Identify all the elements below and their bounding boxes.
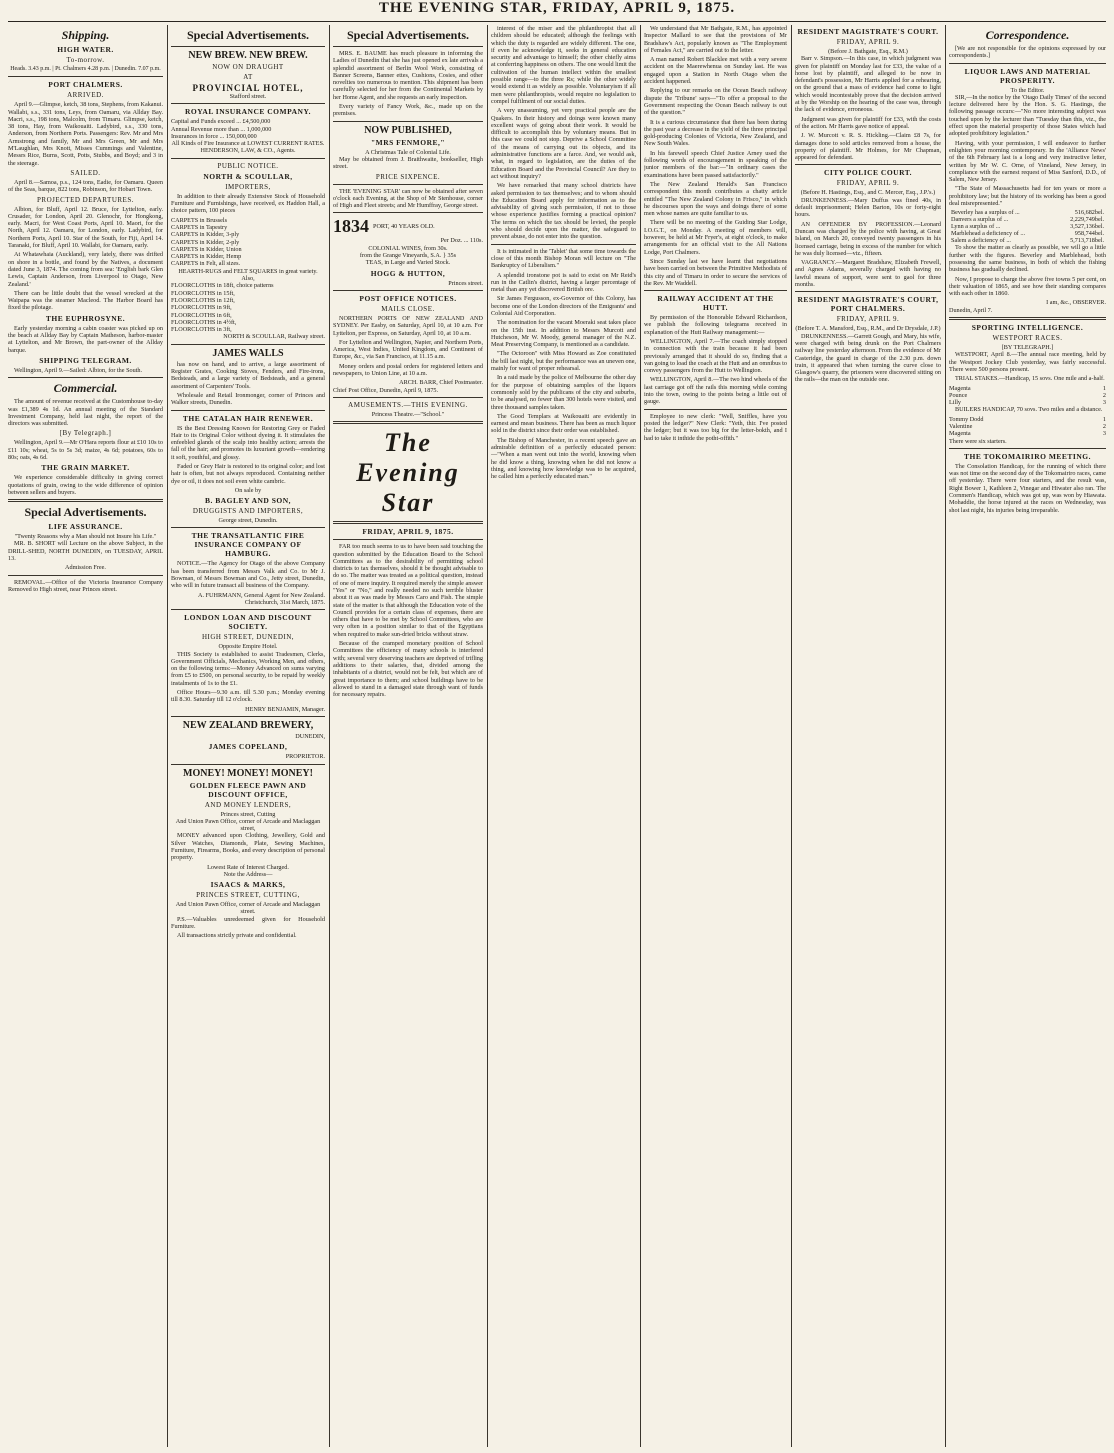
builers-handicap: BUILERS HANDICAP, 70 sovs. Two miles and a distance. — [955, 406, 1103, 414]
postmaster-signature: ARCH. BARR, Chief Postmaster. — [399, 379, 483, 387]
agents-line: HENDERSON, LAW, & CO., Agents. — [200, 147, 296, 155]
horse-name: Magenta — [949, 384, 971, 392]
removal-notice: REMOVAL.—Office of the Victoria Insurance Company Removed to High street, near Princes street. — [8, 578, 163, 593]
letter-signature: I am, &c., OBSERVER. — [1046, 299, 1106, 307]
surplus-table — [949, 209, 1106, 244]
list-item: FLOORCLOTHS in 4½ft, — [171, 318, 237, 326]
dateline: FRIDAY, APRIL 9, 1875. — [362, 527, 454, 537]
horse-name: Valentine — [949, 422, 973, 430]
horse-name: Lilly — [949, 399, 962, 407]
news-item: In his farewell speech Chief Justice Arney used the following words of encouragement in speaking of the junior members of the bar:—"In ordinary cases the examinations have been passed satisfactorily." — [644, 149, 787, 179]
table-cell: Marblehead a deficiency of ... — [951, 230, 1026, 238]
fenmore-title: "MRS FENMORE," — [370, 137, 446, 147]
mails-text-3: Money orders and postal orders for registered letters and newspapers, to Union Line, at 10 a.m. — [333, 362, 483, 378]
editorial-continued-3: We have remarked that many school districts have asked permission to tax themselves; and to whom should the Education Board apply for information as to the advisability of giving such permission, if not to those whose experience justifies forming a practical opinion? The terms on which the tax should be levied, the people who should decide upon the matter, the safeguard to prevent abuse, do not enter into the question. — [491, 182, 636, 241]
divider — [644, 290, 787, 291]
cp-text-3: VAGRANCY.—Margaret Bradshaw, Elizabeth Frewell, and Agnes Adams, severally charged with having no lawful means of support, were sent to gaol for three months. — [795, 259, 941, 289]
dunedin-label: DUNEDIN, — [295, 732, 325, 740]
city-police-heading: CITY POLICE COURT. — [823, 168, 913, 178]
shipping-heading: Shipping. — [61, 28, 110, 42]
on-draught-label: NOW ON DRAUGHT — [212, 63, 284, 71]
union-corner: And Union Pawn Office, corner of Arcade and Maclaggan street. — [175, 901, 321, 916]
news-item: Sir James Fergusson, ex-Governor of this Colony, has become one of the London directors of the Emigrants' and Colonial Aid Corporation. — [491, 295, 636, 317]
port-chalmers-heading: PORT CHALMERS. — [48, 80, 123, 90]
table-cell: Danvers a surplus of ... — [951, 216, 1009, 224]
divider — [8, 499, 163, 502]
news-item: Replying to our remarks on the Ocean Beach railway dispute the 'Tribune' says—"To offer a proposal to the Government respecting the Ocean Beach railway is out of the question." — [644, 87, 787, 117]
bagley-title: B. BAGLEY AND SON, — [204, 496, 292, 506]
news-item: There will be no meeting of the Guiding Star Lodge, I.O.G.T., on Monday. A meeting of members will, however, be held at Mr Fryer's, at eight o'clock, to make arrangements for an official visit to the All Nations Lodge, Port Chalmers. — [644, 219, 787, 256]
rmc2-before: (Before T. A. Mansford, Esq., R.M., and Dr Drysdale, J.P.) — [795, 325, 941, 333]
telegram-text: Wellington, April 9.—Sailed: Albion, for the South. — [14, 366, 143, 374]
list-item: CARPETS in Kidder, Union — [171, 245, 242, 253]
letter-text: SIR,—In the notice by the 'Otago Daily Times' of the second lecture delivered here by the Hon. S. G. Hastings, the following passage occurs:—"No more interesting subject was touched upon by the lecturer than "Tuesday than this, viz., the effect upon the material prosperity of those States which had adopted prohibitory legislation." — [949, 93, 1106, 138]
baume-ad-2: Every variety of Fancy Work, &c., made up on the premises. — [333, 103, 483, 118]
euphrosyne-heading: THE EUPHROSYNE. — [45, 313, 126, 323]
table-cell: 2,229,749bel. — [1070, 216, 1104, 224]
grain-market-heading: THE GRAIN MARKET. — [41, 463, 130, 473]
admission-text: Admission Free. — [65, 564, 106, 572]
news-item: The Good Templars at Waikouaiti are evidently in earnest and mean business. There has been as much liquor sold in the district since their order was established. — [491, 412, 636, 435]
westport-text: WESTPORT, April 8.—The annual race meeting, held by the Westport Jockey Club yesterday, was fairly successful. There were 500 persons present. — [949, 351, 1106, 373]
table-row — [949, 223, 1106, 230]
divider — [171, 410, 325, 411]
masthead: THE EVENING STAR, FRIDAY, APRIL 9, 1875. — [378, 0, 736, 16]
tokomairiro-heading: THE TOKOMAIRIRO MEETING. — [964, 451, 1091, 461]
lowest-rate: Lowest Rate of Interest Charged. — [207, 863, 289, 871]
princes-cutting: Princes street, Cutting — [220, 810, 276, 818]
new-brew-title: NEW BREW. NEW BREW. — [188, 50, 308, 61]
table-cell: Salem a deficiency of ... — [951, 237, 1011, 245]
race-results — [949, 416, 1106, 438]
divider — [171, 158, 325, 159]
column-4 — [491, 25, 636, 1447]
divider — [333, 184, 483, 185]
loan-hours: Office Hours—9.30 a.m. till 5.30 p.m.; Monday evening till 8.30. Saturday till 12 o'clock. — [171, 689, 325, 704]
royal-insurance-title: ROYAL INSURANCE COMPANY. — [184, 107, 312, 117]
trial-stakes: TRIAL STAKES.—Handicap, 15 sovs. One mile and a-half. — [955, 375, 1105, 383]
shipping-paragraph: At Whatawhaia (Auckland), very lately, there was drifted on shore in a bottle, and found by the Natives, a document dated June 3, 1874. The coming from sea: 'English bark Glen Lewis, Captain Anderson, from Liverpool to Otago, New Zealand.' — [8, 251, 163, 288]
public-notice-heading: PUBLIC NOTICE. — [217, 161, 279, 170]
high-water-heading: HIGH WATER. — [57, 45, 114, 54]
fire-insurance-line: All Kinds of Fire Insurance at LOWEST CURRENT RATES. — [171, 140, 325, 148]
mails-text: NORTHERN PORTS OF NEW ZEALAND AND SYDNEY. Per Easby, on Saturday, April 10, at 10 a.m. For Lyttelton, per Express, on Saturday, April 10, at 10 a.m. — [333, 314, 483, 337]
list-item: FLOORCLOTHS in 15ft, — [171, 289, 235, 297]
money-lenders-label: AND MONEY LENDERS, — [204, 800, 292, 809]
year-1834: 1834 — [333, 216, 369, 237]
list-item: FLOORCLOTHS in 9ft, — [171, 304, 232, 312]
column-rule — [167, 25, 168, 1447]
confidential-text: All transactions strictly private and confidential. — [177, 932, 297, 940]
post-office-heading: POST OFFICE NOTICES. — [359, 293, 457, 303]
high-street-label: HIGH STREET, DUNEDIN, — [201, 633, 295, 642]
tide-times: Heads. 3.43 p.m. | Pt. Chalmers 4.28 p.m. | Dunedin. 7.07 p.m. — [10, 66, 161, 72]
horse-place: 1 — [1102, 415, 1106, 423]
shipping-paragraph: There can be little doubt that the vessel wrecked at the Waipapa was the steamer Macleod. The Harbor Board has fixed the pilotage. — [8, 289, 163, 312]
correspondence-heading: Correspondence. — [985, 28, 1070, 42]
sailings-text: April 8.—Samoa, p.s., 124 tons, Eadie, for Oamaru. Queen of the Seas, barque, 822 tons, Robinson, for Hobart Town. — [8, 178, 163, 194]
liquor-laws-heading: LIQUOR LAWS AND MATERIAL PROSPERITY. — [964, 66, 1091, 85]
departures-text: Albion, for Bluff, April 12. Bruce, for Lyttelton, early. Crusader, for London, April 20. Glenochr, for Hongkong, early. Macri, for West Coast Ports, April 10. Maori, for the North, April 12. Oamaru, for London, early. Ladybird, for Northern Ports, April 10. Star of the South, for Fiji, April 14. Taranaki, for Bluff, April 10. Wallabi, for Oamaru, early. — [8, 205, 163, 250]
divider — [171, 344, 325, 345]
price-label: PRICE SIXPENCE. — [375, 172, 441, 181]
table-cell: 958,744bel. — [1074, 230, 1104, 238]
list-item — [949, 392, 1106, 399]
james-walls-text: has now on hand, and to arrive, a large assortment of Register Grates, Cooking Stoves, Fenders, and Fire-irons, Bedsteads, and a large variety of Bedsteads, and a general assortment of Carpenters' Tools. — [171, 360, 325, 390]
horse-place: 3 — [1102, 430, 1106, 438]
rmc2-date: FRIDAY, APRIL 9. — [836, 315, 900, 324]
revenue-line: Annual Revenue more than ... 1,000,000 — [171, 125, 272, 133]
importers-label: IMPORTERS, — [225, 182, 271, 191]
horse-place: 3 — [1102, 399, 1106, 407]
hotel-name: PROVINCIAL HOTEL, — [192, 83, 304, 93]
nz-brewery-title: NEW ZEALAND BREWERY, — [182, 719, 314, 731]
divider — [333, 46, 483, 47]
news-item: Since Sunday last we have learnt that negotiations have been carried on between the Primitive Methodists of this city and of Timaru in order to secure the services of the Rev. Mr Waddell. — [644, 257, 787, 287]
divider — [795, 164, 941, 165]
grain-market-text: We experience considerable difficulty in giving correct quotations of grain, owing to the wide difference of opinion between sellers and buyers. — [8, 474, 163, 496]
evening-star-ad: THE 'EVENING STAR' can now be obtained after seven o'clock each Evening, at the Shop of Mr Stenhouse, corner of High and Fleet streets; and Mr Humffray, George street. — [333, 187, 483, 210]
cp-date: FRIDAY, APRIL 9. — [836, 179, 900, 188]
news-item: The Bishop of Manchester, in a recent speech gave an admirable definition of a perfectly educated person:—"When a man went out into the world, knowing when he did know a thing, knowing when he did not know a thing, and knowing how knowledge was to be acquired, he called him a perfectly educated man." — [491, 436, 636, 481]
divider — [491, 244, 636, 245]
proprietor-label: PROPRIETOR. — [285, 753, 325, 761]
also-label: Also, — [241, 275, 255, 283]
divider — [949, 63, 1106, 64]
table-row — [949, 216, 1106, 223]
address-label: Note the Address— — [223, 870, 273, 878]
news-item: It is a curious circumstance that there has been during the past year a decrease in the yield of the three principal gold-producing Colonies of Victoria, New Zealand, and New South Wales. — [644, 118, 787, 148]
news-item: A man named Robert Blacklee met with a very severe accident on the Maerewhenua on Sunday last. He was engaged upon a Station in North Otago when the accident happened. — [644, 56, 787, 86]
list-item: FLOORCLOTHS in 6ft, — [171, 311, 232, 319]
column-3 — [333, 25, 483, 1447]
north-scoullar-address: NORTH & SCOULLAR, Railway street. — [223, 333, 325, 341]
race-results — [949, 385, 1106, 407]
tomorrow-label: To-morrow. — [66, 56, 105, 64]
starters-note: There were six starters. — [949, 437, 1007, 445]
news-item: We understand that Mr Bathgate, R.M., has appointed Inspector Mallard to see that the provisions of Mr Bradshaw's Act, popularly known as "The Employment of Females Act," are carried out to the letter. — [644, 25, 787, 54]
editorial-text-2: Because of the cramped monetary position of School Committees the efficiency of many schools is interfered with; several very deserving teachers are deprived of trifling additions to their salaries, that, divided among the inhabitants of a district, would not be felt, but which are of great importance to them; and school buildings have to be allowed to stand in a damaged state through want of funds for necessary repairs. — [333, 640, 483, 699]
obtain-text: May be obtained from J. Braithwaite, bookseller, High street. — [333, 155, 483, 171]
bagley-address: George street, Dunedin. — [218, 517, 278, 525]
horse-place: 2 — [1102, 391, 1106, 399]
list-item: FLOORCLOTHS in 18ft, choice patterns — [171, 282, 274, 290]
cp-before: (Before H. Hastings, Esq., and C. Mercer, Esq., J.P.'s.) — [800, 189, 936, 197]
column-1 — [8, 25, 163, 1447]
westport-heading: WESTPORT RACES. — [992, 334, 1063, 343]
railway-intro: By permission of the Honorable Edward Richardson, we publish the following telegrams received in explanation of the Hutt Railway management:— — [644, 314, 787, 336]
list-item — [949, 399, 1106, 406]
not-responsible-note: [We are not responsible for the opinions expressed by our correspondents.] — [949, 45, 1106, 60]
arrived-heading: ARRIVED. — [67, 91, 104, 100]
letter-text-3: "The State of Massachusetts had for ten years or more a prohibitory law; but the history of its working has been a good deal misrepresented." — [949, 185, 1106, 208]
list-item: CARPETS in Kidder, 3-ply — [171, 231, 240, 239]
lecture-text: MR. B. SHORT will Lecture on the above Subject, in the DRILL-SHED, NORTH DUNEDIN, on TUESDAY, APRIL 13. — [8, 540, 163, 563]
divider — [8, 575, 163, 576]
rmc2-text: DRUNKENNESS.—Garrett Gough, and Mary, his wife, were charged with being drunk on the Port Chalmers railway line yesterday afternoon. From the evidence of Mr Casteridge, the guard in charge of the 2.30 p.m. down train, it appeared that when turning the curve close to Glasgow's quarry, the prisoners were discovered sitting on the rails—the man on the outside one. — [795, 332, 941, 384]
list-item: FLOORCLOTHS in 3ft, — [171, 326, 232, 334]
port-label: PORT, 40 YEARS OLD. — [373, 223, 435, 231]
news-item: Employee to new clerk: "Well, Sniffles, have you posted the ledger?" New Clerk: "Yeth, thir. I've posted the ledger; but it was too big for the letter-bokth, and I had to take it inthide the potht-offith." — [644, 412, 787, 442]
james-walls-title: JAMES WALLS — [212, 347, 284, 359]
sailed-heading: SAILED. — [70, 168, 101, 177]
column-rule — [945, 25, 946, 1447]
loan-signature: HENRY BENJAMIN, Manager. — [245, 705, 325, 713]
druggists-label: DRUGGISTS AND IMPORTERS, — [192, 507, 304, 516]
rmc-text: Barr v. Simpson.—In this case, in which judgment was given for plaintiff on Monday last for £33, the value of a horse lost by plaintiff, and alleged to be now in defendant's possession, Mr Harris applied for a rehearing, on the ground that a mass of evidence had come to light which would incontestably prove that the decision arrived at by the Worship on the hearing of the case was, through the lack of evidence, erroneous. — [795, 55, 941, 114]
list-item: CARPETS in Kidder, Hemp — [171, 253, 242, 261]
james-walls-address: Wholesale and Retail Ironmonger, corner of Princes and Walker streets, Dunedin. — [171, 391, 325, 407]
table-row — [949, 230, 1106, 237]
column-rule — [640, 25, 641, 1447]
divider — [171, 716, 325, 717]
rmc2-heading: RESIDENT MAGISTRATE'S COURT, PORT CHALMERS. — [797, 295, 939, 314]
now-published-title: NOW PUBLISHED, — [364, 124, 452, 136]
list-item: CARPETS in Tapestry — [171, 223, 228, 231]
evening-star-banner: The Evening Star — [356, 428, 460, 518]
divider — [171, 46, 325, 47]
column-rule — [329, 25, 330, 1447]
column-rule — [487, 25, 488, 1447]
letter-text-5: Now, I propose to charge the above five towns 5 per cent, on their valuation of 1865, and see how their standing compares with each other in 1860. — [949, 275, 1106, 298]
rmc-before: (Before J. Bathgate, Esq., R.M.) — [828, 48, 908, 55]
news-item: It is intimated in the 'Tablet' that some time towards the close of this month Bishop Moran will lecture on "The Bankruptcy of Liberalism." — [491, 247, 636, 270]
table-cell: 3,527,136bel. — [1070, 223, 1104, 231]
telegraph-text: Wellington, April 9.—Mr O'Hara reports flour at £10 10s to £11 10s; wheat, 5s to 5s 3d; maize, 4s 6d; potatoes, 60s to 80s; oats, 4s 6d. — [8, 439, 163, 461]
princes-street: Princes street. — [448, 279, 483, 287]
divider — [8, 76, 163, 77]
hogg-hutton: HOGG & HUTTON, — [370, 268, 446, 278]
grange-line: from the Grange Vineyards, S.A. } 35s — [359, 252, 457, 260]
column-6 — [795, 25, 941, 1447]
furnish-text: In addition to their already Extensive Stock of Household Furniture and Furnishings, have received, ex Haddon Hall, a choice pattern, 100 pieces — [171, 192, 325, 215]
catalan-text-2: Faded or Grey Hair is restored to its original color; and lost hair is often, but not always reproduced. Containing neither dye or oil, it does not soil even white cambric. — [171, 462, 325, 485]
rmc-date: FRIDAY, APRIL 9. — [836, 38, 900, 46]
carpet-list — [171, 217, 325, 268]
hotel-address: Stafford street. — [229, 93, 267, 100]
special-ads-heading: Special Advertisements. — [24, 505, 147, 520]
column-7 — [949, 25, 1106, 1447]
column-5 — [644, 25, 787, 1447]
list-item: FLOORCLOTHS in 12ft, — [171, 296, 235, 304]
cp-text-2: AN OFFENDER BY PROFESSION.—Leonard Duncan was charged by the police with having, at Great Island, on March 20, conveyed twenty passengers in his licensed carriage, being in excess of the number for which he was duly licensed—viz., fifteen. — [795, 220, 941, 257]
list-item: CARPETS in Kidder, 2-ply — [171, 238, 240, 246]
london-loan-title: LONDON LOAN AND DISCOUNT SOCIETY. — [184, 613, 312, 632]
mails-text-2: For Lyttelton and Wellington, Napier, and Northern Ports, America, West Indies, United Kingdom, and Continent of Europe, &c., via San Francisco, at 11.15 a.m. — [333, 338, 483, 361]
divider — [949, 448, 1106, 449]
table-cell: 516,682bel. — [1074, 209, 1104, 217]
copeland-name: JAMES COPELAND, — [208, 742, 288, 752]
at-label: AT — [243, 73, 253, 81]
lecture-title: "Twenty Reasons why a Man should not Insure his Life." — [14, 533, 157, 541]
list-item: CARPETS in Felt, all sizes. — [171, 260, 241, 268]
horse-name: Tommy Dodd — [949, 415, 984, 423]
horse-place: 2 — [1102, 422, 1106, 430]
table-row — [949, 237, 1106, 244]
opposite-label: Opposite Empire Hotel. — [218, 643, 278, 651]
divider — [949, 317, 1106, 320]
divider — [644, 409, 787, 410]
golden-fleece-title: GOLDEN FLEECE PAWN AND DISCOUNT OFFICE, — [189, 780, 307, 799]
horse-place: 1 — [1102, 384, 1106, 392]
arrivals-text: April 9.—Glimpse, ketch, 38 tons, Stephens, from Kakanui. Wallabi, s.s., 331 tons, Leys, from Oamaru, via Allday Bay. Macri, s.s., 198 tons, Malcolm, from Timaru. Glimpse, ketch, 38 tons, Hay, from Waikouaiti. Ladybird, s.s., 330 tons, Anderson, from Northern Ports. Passengers: Rev. Mr and Mrs Armstrong and family, Mr and Mrs Green, Mr and Mrs M'Laughlan, Mrs Knott, Misses Cummings and Valentine, Messrs Rice, Burns, Scott, Potts, Stubbs, and Boyd; and 3 in the steerage. — [8, 101, 163, 167]
railway-text-2: WELLINGTON, April 8.—The two hind wheels of the last carriage got off the rails this morning while coming into the town, owing to the points being a little out of gauge. — [644, 376, 787, 406]
on-sale-label: On sale by — [234, 486, 262, 494]
rmc-text-3: J. W. Murcott v. R. S. Hickling.—Claim £8 7s, for damages done to sold articles removed from a house, the property of plaintiff. Mr Holmes, for Mr Chapman, appeared for defendant. — [795, 132, 941, 162]
rmc-text-2: Judgment was given for plaintiff for £33, with the costs of the action. Mr Harris gave notice of appeal. — [795, 115, 941, 130]
letter-text-2: Having, with your permission, I will endeavor to further enlighten your morning contemporary. In the 'Alliance News' of the 6th February last is a long and very instructive letter, written by Mr W. C. Orne, of Vineland, New Jersey, in compliance with the earnest request of Miss Sanford, D.D., of Salem, New Jersey. — [949, 139, 1106, 184]
table-cell: Beverley has a surplus of ... — [951, 209, 1020, 217]
divider — [333, 421, 483, 424]
hamburg-title: THE TRANSATLANTIC FIRE INSURANCE COMPANY OF HAMBURG. — [191, 531, 305, 559]
masthead-rule — [8, 21, 1106, 22]
commercial-text: The amount of revenue received at the Customhouse to-day was £1,389 4s 1d. An annual meeting of the Standard Investment Company, held last night, the report of the directors was submitted. — [8, 398, 163, 428]
princess-theatre: Princess Theatre.—"School." — [371, 410, 445, 418]
floorcloth-list — [171, 282, 325, 333]
loan-text: THIS Society is established to assist Tradesmen, Clerks, Government Officials, Mechanics, Working Men, and others, on the following terms:—Money Advanced on sums varying from £5 to £500, on personal security, to be repaid by weekly instalments of 1s to the £1. — [171, 650, 325, 687]
catalan-text: IS the Best Dressing Known for Restoring Grey or Faded Hair to its Original Color without dyeing it. It stimulates the enfeebled glands of the scalp into healthy action; arrests the fall of the hair; and promotes its luxuriant growth—rendering it soft, youthful, and glossy. — [171, 424, 325, 461]
isaacs-marks: ISAACS & MARKS, — [210, 880, 286, 890]
baume-ad: MRS. E. BAUME has much pleasure in informing the Ladies of Dunedin that she has just opened ex late arrivals a splendid assortment of Berlin Wool Work, consisting of Banner Screens, Banner ettes, Cushions, Cosies, and other novelties too numerous to mention. This shipment has been carefully selected for her from the Continental Markets by her Home Agent, and she requests an early inspection. — [333, 50, 483, 101]
ps-text: P.S.—Valuables unredeemed given for Household Furniture. — [171, 915, 325, 931]
list-item: CARPETS in Brussels — [171, 216, 228, 224]
special-ads-heading: Special Advertisements. — [347, 28, 469, 42]
list-item — [949, 423, 1106, 430]
news-item: In a raid made by the police of Melbourne the other day for the purpose of obtaining samples of the liquors commonly sold by the publicans of the city and suburbs, to be analysed, no fewer than 300 hotels were visited, and three thousand samples taken. — [491, 374, 636, 411]
news-item: "The Octoroon" with Miss Howard as Zoe constituted the bill last night, but the performance was an uneven one, mainly for want of proper rehearsal. — [491, 350, 636, 373]
union-pawn: And Union Pawn Office, corner of Arcade and Maclaggan street, — [175, 817, 321, 833]
life-assurance-heading: LIFE ASSURANCE. — [48, 522, 123, 532]
divider — [795, 291, 941, 292]
catalan-title: THE CATALAN HAIR RENEWER. — [182, 413, 314, 423]
rmc-heading: RESIDENT MAGISTRATE'S COURT. — [797, 27, 939, 36]
tokomairiro-text: The Consolation Handicap, for the running of which there was not time on the second day of the Tokomairiro races, came off yesterday. There were four starters, and the result was, Right Bower 1, Kathleen 2, Vinegar and Hiwater also ran. The Cornmen's Handicap, which was got up, was won by Hiawata. Mohaddie, the horse injured at the races on Wednesday, was shot last night, his injuries being irreparable. — [949, 462, 1106, 514]
editorial-text: FAR too much seems to us to have been said touching the question submitted by the Education Board to the School Committees as to the desirability of permitting school districts to tax themselves, should it be thought advisable to do so. The matter was treated as a political question, instead of one of mere inquiry. It required merely the simple answer "Yes" or "No," and really needed no such terrible bluster about it as was made by Messrs Caro and Fish. The simple state of the matter is that although the Education vote of the Council provides for a certain class of expenses, there are others that have to be met by School Committees, who are very often in a position similar to that of the Egyptians when required to make sun-dried bricks without straw. — [333, 543, 483, 638]
christmas-tale: A Christmas Tale of Colonial Life. — [365, 148, 451, 156]
north-scoullar-title: NORTH & SCOULLAR, — [203, 171, 293, 181]
letter-date: Dunedin, April 7. — [949, 306, 993, 314]
letter-text-4: To show the matter as clearly as possible, we will go a little further with the figures. Beverley and Marblehead, both possessing the same business, in both of which the fishing business has gradually declined. — [949, 244, 1106, 274]
horse-name: Magenta — [949, 430, 971, 438]
divider — [171, 103, 325, 104]
editorial-continued-2: A very unassuming, yet very practical people are the Quakers. In their history and doings were known many excellent ways of going about their work. It would be difficult to accomplish this by voluntary means. But in this case we could not stop. Deprive a School Committee of the means of carrying out its objects, and its administrative functions are a farce. And, we would ask, what, in regard to legislation, are the duties of the Education Board and the Provincial Council? Are they to act without inquiry? — [491, 107, 636, 180]
hearth-rugs-line: HEARTH-RUGS and FELT SQUARES in great variety. — [178, 267, 318, 275]
hamburg-signature: A. FUHRMANN, General Agent for New Zealand. Christchurch, 31st March, 1875. — [198, 591, 325, 606]
news-item: The New Zealand Herald's San Francisco correspondent this month contributes a chatty article entitled "The New Zealand Colony in Frisco," in which he discourses upon the ways and doings there of some men whose names are quite familiar to us. — [644, 180, 787, 218]
divider — [8, 377, 163, 378]
divider — [171, 764, 325, 765]
divider — [333, 121, 483, 122]
princes-street-cutting: PRINCES STREET, CUTTING, — [196, 891, 300, 900]
divider — [171, 609, 325, 610]
news-item: The nomination for the vacant Moeraki seat takes place on the 15th inst. In addition to Messrs Murcott and Hutcheson, Mr W. Moody, general manager of the N.Z. Meat Preserving Company, is mentioned as a candidate. — [491, 319, 636, 349]
divider — [333, 539, 483, 540]
shipping-telegram-heading: SHIPPING TELEGRAM. — [39, 355, 132, 365]
insurance-line: Insurances in force ... 150,000,000 — [171, 132, 257, 140]
table-row — [949, 209, 1106, 216]
table-cell: Lynn a surplus of ... — [951, 223, 1001, 231]
money-title: MONEY! MONEY! MONEY! — [183, 767, 313, 779]
list-item — [949, 430, 1106, 437]
euphrosyne-text: Early yesterday morning a cabin coaster was picked up on the beach at Allday Bay by Captain Matheson, harbor-master at Lyttelton, and Mr Brown, the part-owner of the Allday barque. — [8, 324, 163, 354]
railway-accident-heading: RAILWAY ACCIDENT AT THE HUTT. — [657, 294, 774, 313]
divider — [333, 212, 483, 213]
sporting-heading: SPORTING INTELLIGENCE. — [971, 323, 1084, 333]
money-text: MONEY advanced upon Clothing, Jewellery, Gold and Silver Watches, Diamonds, Plate, Sewing Machines, Furniture, Firearms, Books, and every description of personal property. — [171, 832, 325, 862]
column-2 — [171, 25, 325, 1447]
by-telegraph-label: [By Telegraph.] — [59, 429, 112, 438]
horse-name: Pounce — [949, 391, 968, 399]
capital-line: Capital and Funds exceed ... £4,500,000 — [171, 118, 271, 126]
cp-text: DRUNKENNESS.—Mary Duffus was fined 40s, in default imprisonment; Helen Barton, 10s or forty-eight hours. — [795, 196, 941, 219]
amusements-heading: AMUSEMENTS.—THIS EVENING. — [348, 400, 468, 409]
port-ad — [333, 216, 483, 237]
commercial-heading: Commercial. — [53, 381, 118, 396]
mails-close-label: MAILS CLOSE. — [381, 304, 435, 313]
special-ads-heading: Special Advertisements. — [187, 28, 309, 42]
divider — [333, 521, 483, 524]
editorial-continued: interest of the miser and the philanthropist that all children should be educated; although the feelings with which the duty is regarded are widely different. The one, if even he acknowledge it, seeks in general education security and advantage to himself; the other chiefly aims at conferring happiness on others. The one would limit the cultivation of the human intellect within the smallest possible range—to the three Rs; while the other widely would extend it as widely as possible. Voluntaryism if all men were philanthropists, would require no legislation to compel fulfilment of our social duties. — [491, 25, 636, 105]
by-telegraph-label: [BY TELEGRAPH.] — [1001, 344, 1054, 352]
news-item: A splendid ironstone pot is said to exist on Mr Reid's run in the Catlin's district, having a larger percentage of metal than any yet discovered British ore. — [491, 271, 636, 294]
colonial-wines: COLONIAL WINES, from 30s. — [368, 244, 448, 252]
divider — [171, 527, 325, 528]
column-rule — [791, 25, 792, 1447]
list-item — [949, 385, 1106, 392]
per-doz: Per Doz. ... 110s. — [440, 237, 483, 245]
to-editor-label: To the Editor. — [1010, 86, 1045, 94]
divider — [333, 290, 483, 291]
teas-line: TEAS, in Large and Varied Stock. — [365, 259, 451, 267]
list-item — [949, 416, 1106, 423]
table-cell: 5,713,718bel. — [1070, 237, 1104, 245]
hamburg-text: NOTICE.—The Agency for Otago of the above Company has been transferred from Messrs Valk and Co. to Mr J. Bowman, of Messrs Bowman and Co., Jetty street, Dunedin, who will in future transact all business of the Company. — [171, 560, 325, 590]
projected-heading: PROJECTED DEPARTURES. — [37, 195, 134, 204]
divider — [333, 397, 483, 398]
railway-text: WELLINGTON, April 7.—The coach simply stopped in connection with the train because it had been previously arranged that it should do so, finding that a van going to load the coach at the Hutt and an omnibus to convey passengers from the Hutt to Wellington. — [644, 337, 787, 375]
post-office-date: Chief Post Office, Dunedin, April 9, 1875. — [333, 386, 439, 394]
